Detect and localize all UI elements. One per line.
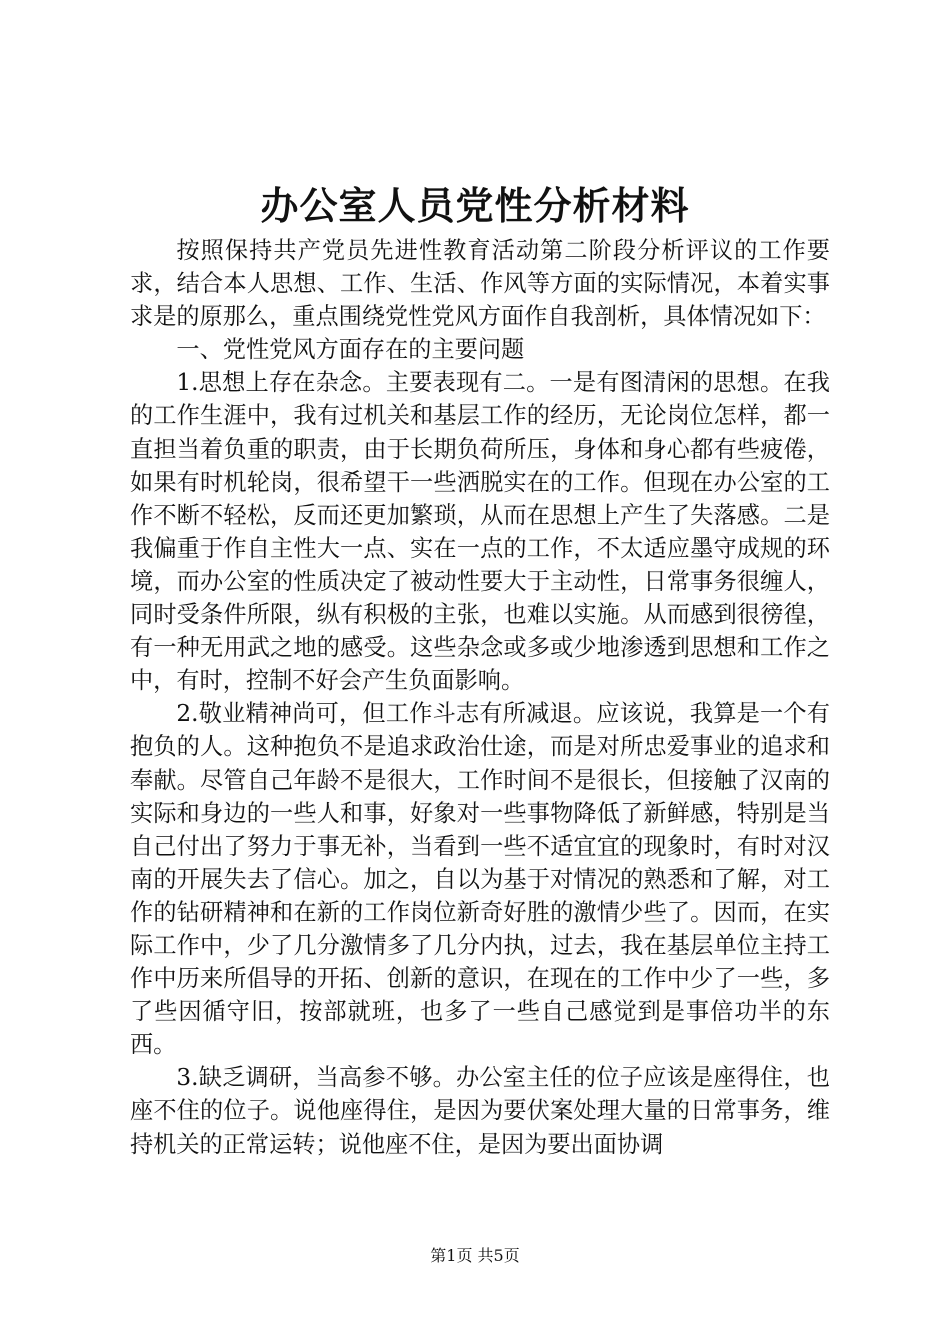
section-heading: 一、党性党风方面存在的主要问题: [176, 336, 525, 364]
point-3-paragraph: 3.缺乏调研，当高参不够。办公室主任的位子应该是座得住，也座不住的位子。说他座得住，是因为要伏案处理大量的日常事务，维持机关的正常运转；说他座不住，是因为要出面协调: [130, 1064, 830, 1158]
page-footer: 第1页 共5页: [430, 1246, 520, 1265]
document-body: [130, 234, 830, 1161]
intro-paragraph: 按照保持共产党员先进性教育活动第二阶段分析评议的工作要求，结合本人思想、工作、生活、作风等方面的实际情况，本着实事求是的原那么，重点围绕党性党风方面作自我剖析，具体情况如下：: [130, 237, 830, 331]
point-1-paragraph: 1.思想上存在杂念。主要表现有二。一是有图清闲的思想。在我的工作生涯中，我有过机关和基层工作的经历，无论岗位怎样，都一直担当着负重的职责，由于长期负荷所压，身体和身心都有些疲倦，如果有时机轮岗，很希望干一些洒脱实在的工作。但现在办公室的工作不断不轻松，反而还更加繁琐，从而在思想上产生了失落感。二是我偏重于作自主性大一点、实在一点的工作，不太适应墨守成规的环境，而办公室的性质决定了被动性要大于主动性，日常事务很缠人，同时受条件所限，纵有积极的主张，也难以实施。从而感到很徬徨，有一种无用武之地的感受。这些杂念或多或少地渗透到思想和工作之中，有时，控制不好会产生负面影响。: [130, 369, 830, 695]
point-2-paragraph: 2.敬业精神尚可，但工作斗志有所减退。应该说，我算是一个有抱负的人。这种抱负不是追求政治仕途，而是对所忠爱事业的追求和奉献。尽管自己年龄不是很大，工作时间不是很长，但接触了汉南的实际和身边的一些人和事，好象对一些事物降低了新鲜感，特别是当自己付出了努力于事无补，当看到一些不适宜宜的现象时，有时对汉南的开展失去了信心。加之，自以为基于对情况的熟悉和了解，对工作的钻研精神和在新的工作岗位新奇好胜的激情少些了。因而，在实际工作中，少了几分激情多了几分内执，过去，我在基层单位主持工作中历来所倡导的开拓、创新的意识，在现在的工作中少了一些，多了些因循守旧，按部就班，也多了一些自己感觉到是事倍功半的东西。: [130, 700, 830, 1059]
document-title: 办公室人员党性分析材料: [260, 183, 690, 228]
